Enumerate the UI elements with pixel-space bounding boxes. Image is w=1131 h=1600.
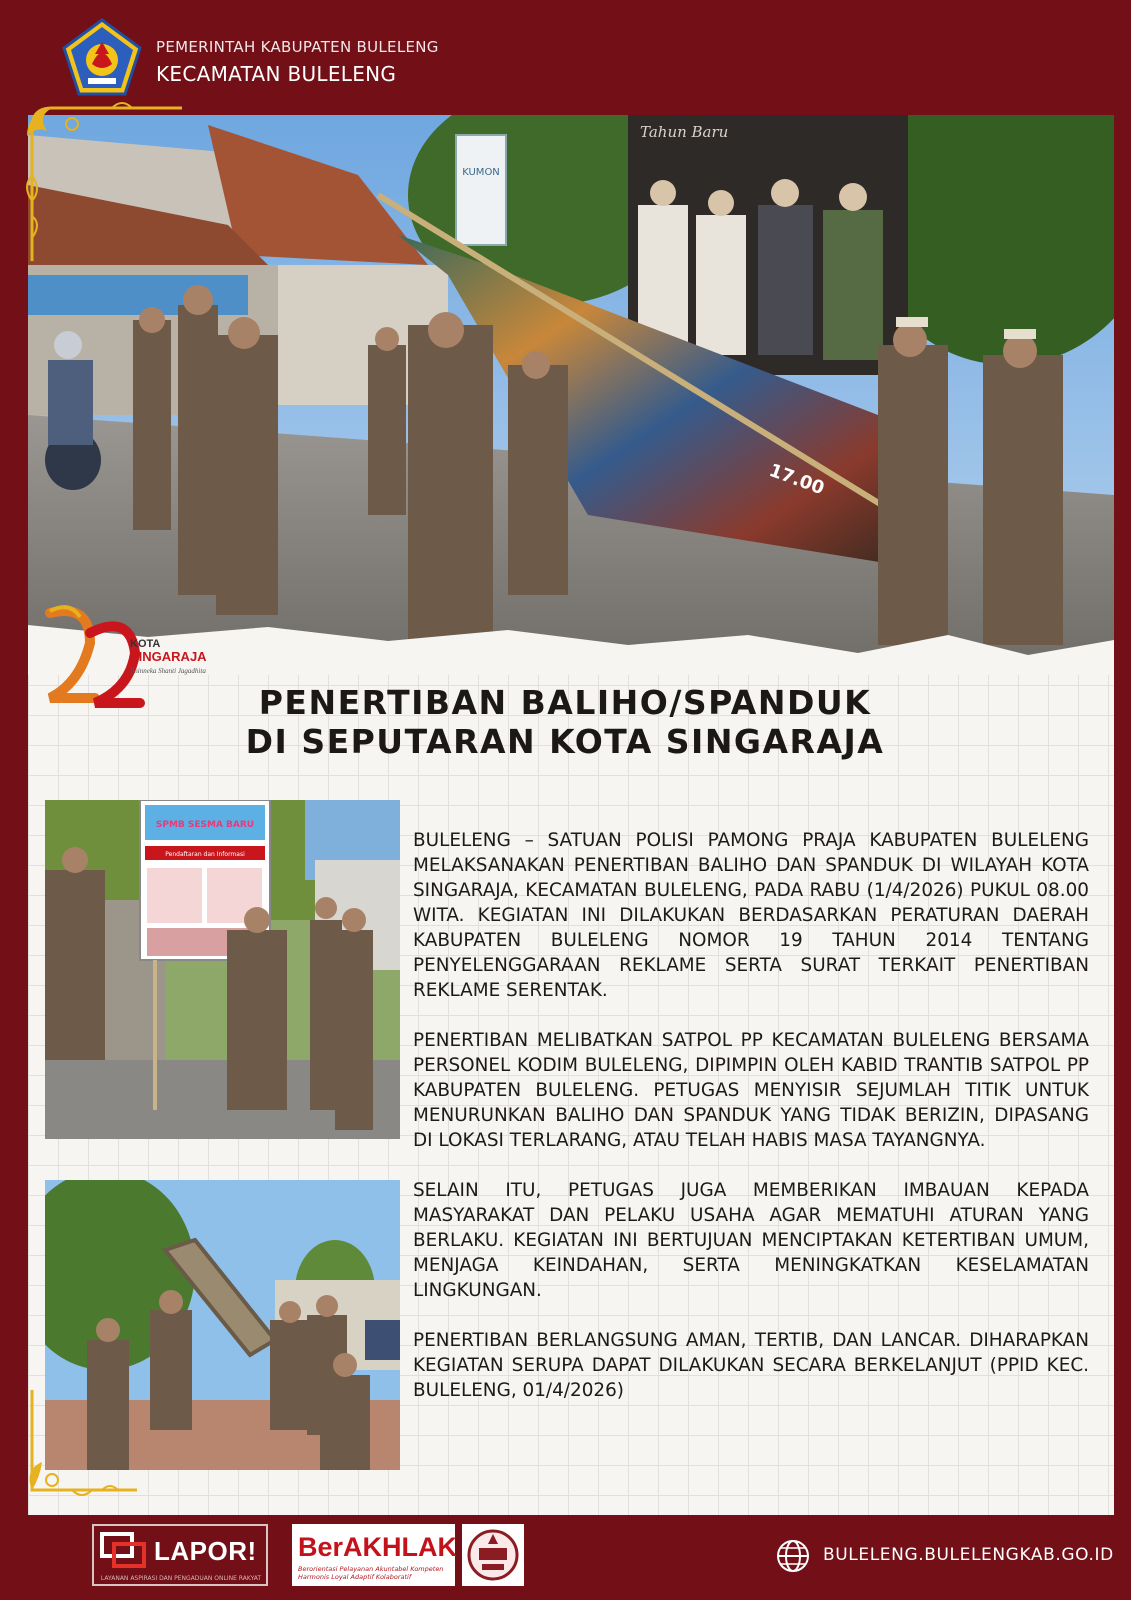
paragraph: SELAIN ITU, PETUGAS JUGA MEMBERIKAN IMBAUAN KEPADA MASYARAKAT DAN PELAKU USAHA AGAR MEMATUHI ATURAN YANG BERLAKU. KEGIATAN INI BERTUJUAN MENCIPTAKAN KETERTIBAN UMUM, MENJAGA KEINDAHAN, SERTA MENINGKATKAN KESELAMATAN LINGKUNGAN. xyxy=(413,1180,1089,1301)
lapor-logo xyxy=(92,1524,268,1586)
paragraph: PENERTIBAN MELIBATKAN SATPOL PP KECAMATAN BULELENG BERSAMA PERSONEL KODIM BULELENG, DIPIMPIN OLEH KABID TRANTIB SATPOL PP KABUPATEN BULELENG. PETUGAS MENYISIR SEJUMLAH TITIK UNTUK MENURUNKAN BALIHO DAN SPANDUK YANG TIDAK BERIZIN, DIPASANG DI LOKASI TERLARANG, ATAU TELAH HABIS MASA TAYANGNYA. xyxy=(413,1030,1089,1151)
header-district: KECAMATAN BULELENG xyxy=(156,62,397,86)
berakhlak-logo xyxy=(292,1524,458,1586)
title-line-1: PENERTIBAN BALIHO/SPANDUK xyxy=(258,683,872,722)
anniversary-kota: KOTA xyxy=(130,638,161,650)
lapor-logo-icon xyxy=(100,1532,150,1572)
title-line-2: DI SEPUTARAN KOTA SINGARAJA xyxy=(245,722,885,761)
poster-heading: Pendaftaran dan Informasi xyxy=(165,851,245,858)
gold-ornament-icon xyxy=(12,96,187,271)
berakhlak-subtitle: Berorientasi Pelayanan Akuntabel Kompeten Harmonis Loyal Adaptif Kolaboratif xyxy=(298,1565,444,1581)
regional-badge xyxy=(462,1524,524,1586)
paragraph: BULELENG – SATUAN POLISI PAMONG PRAJA KABUPATEN BULELENG MELAKSANAKAN PENERTIBAN BALIHO DAN SPANDUK DI WILAYAH KOTA SINGARAJA, KECAMATAN BULELENG, PADA RABU (1/4/2026) PUKUL 08.00 WITA. KEGIATAN INI DILAKUKAN BERDASARKAN PERATURAN DAERAH KABUPATEN BULELENG NOMOR 19 TAHUN 2014 TENTANG PENYELENGGARAAN REKLAME SERTA SURAT TERKAIT PENERTIBAN REKLAME SERENTAK. xyxy=(413,830,1089,1001)
poster-title: SPMB SESMA BARU xyxy=(155,820,255,830)
regional-badge-icon xyxy=(462,1524,524,1586)
lapor-subtitle: LAYANAN ASPIRASI DAN PENGADUAN ONLINE RAKYAT xyxy=(100,1575,262,1582)
banner-time-text: 17.00 xyxy=(766,459,827,500)
hero-photo xyxy=(28,115,1114,675)
anniversary-logo-icon xyxy=(30,603,220,713)
berakhlak-ber: Ber xyxy=(298,1532,344,1562)
berakhlak-akhlak: AKHLAK xyxy=(343,1532,458,1562)
globe-icon xyxy=(776,1539,810,1573)
regency-emblem-icon xyxy=(62,18,142,98)
photo-poster-inspection xyxy=(45,800,400,1139)
berakhlak-title xyxy=(298,1532,457,1563)
anniversary-motto: Bhinneka Shanti Jagadhita xyxy=(130,667,206,675)
website-url[interactable]: BULELENG.BULELENGKAB.GO.ID xyxy=(823,1545,1114,1565)
kumon-sign-text: KUMON xyxy=(462,167,500,178)
gold-ornament-icon xyxy=(12,1390,142,1510)
billboard-text: Tahun Baru xyxy=(640,123,729,141)
anniversary-singaraja: SINGARAJA xyxy=(130,649,207,664)
lapor-label: LAPOR! xyxy=(154,1536,257,1566)
page-title xyxy=(200,683,930,761)
article-body xyxy=(413,828,1089,1428)
header-government: PEMERINTAH KABUPATEN BULELENG xyxy=(156,38,439,56)
paragraph: PENERTIBAN BERLANGSUNG AMAN, TERTIB, DAN LANCAR. DIHARAPKAN KEGIATAN SERUPA DAPAT DILAKUKAN SECARA BERKELANJUT (PPID KEC. BULELENG, 01/4/2026) xyxy=(413,1330,1089,1401)
